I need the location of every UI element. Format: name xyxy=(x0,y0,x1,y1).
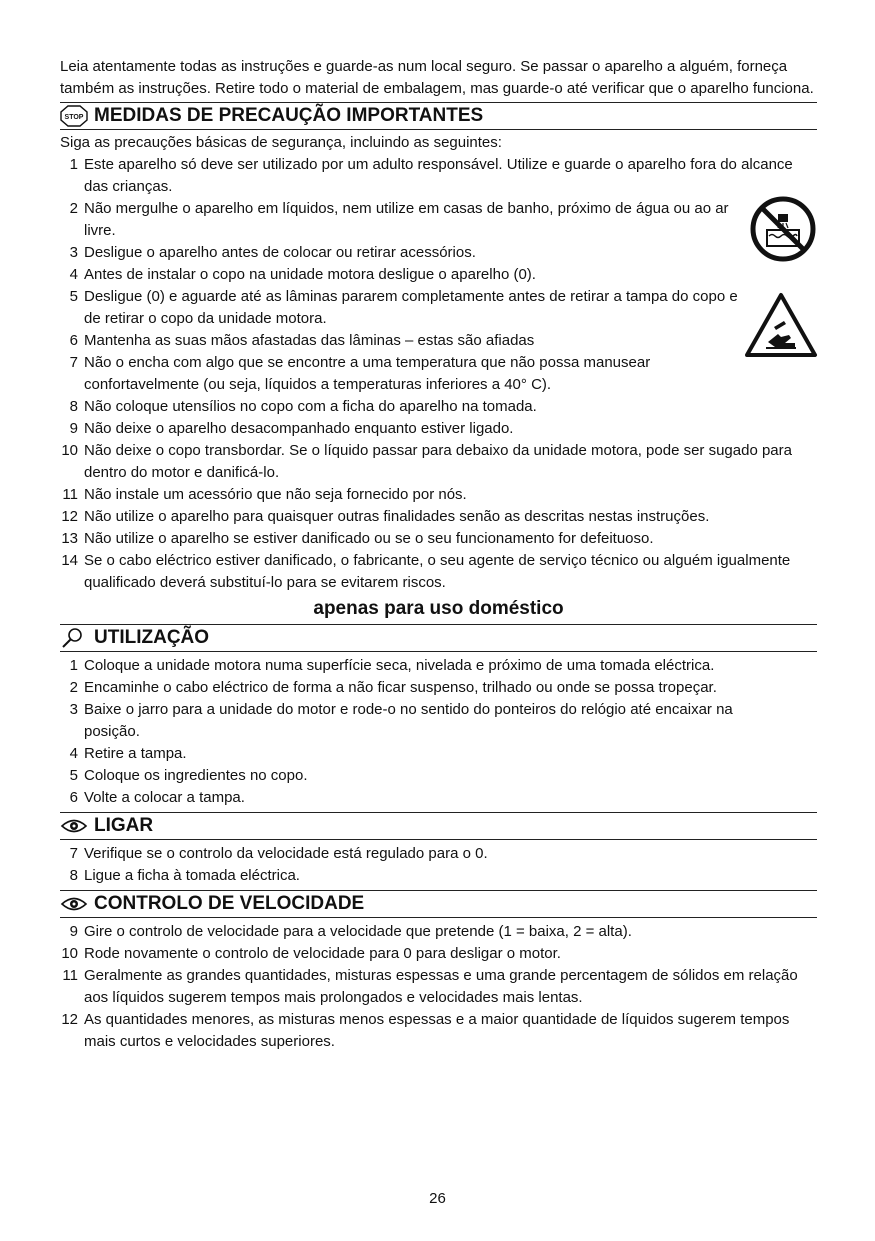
domestic-use-notice: apenas para uso doméstico xyxy=(313,598,564,619)
precautions-lead: Siga as precauções básicas de segurança, incluindo as seguintes: xyxy=(60,134,502,151)
list-item: 7 Não o encha com algo que se encontre a uma temperatura que não possa manusear confortavelmente (ou seja, líquidos a temperaturas inferiores a 40° C). xyxy=(69,354,651,393)
list-item: 11 Geralmente as grandes quantidades, misturas espessas e uma grande percentagem de sólidos em relação aos líquidos sugerem tempos mais prolongados e velocidades mais lentas. xyxy=(62,967,798,1006)
sharp-blade-warning-icon xyxy=(744,292,818,363)
speed-list xyxy=(60,921,817,1053)
manual-page xyxy=(60,56,817,1053)
list-item: 10 Rode novamente o controlo de velocidade para 0 para desligar o motor. xyxy=(61,945,561,962)
list-item: 1 Este aparelho só deve ser utilizado por um adulto responsável. Utilize e guarde o aparelho fora do alcance das crianças. xyxy=(69,156,793,195)
precautions-list xyxy=(60,154,817,594)
intro-paragraph: Leia atentamente todas as instruções e guarde-as num local seguro. Se passar o aparelho a alguém, forneça também as instruções. Retire todo o material de embalagem, mas guarde-o até verificar que o aparelho funciona. xyxy=(60,58,814,97)
list-item: 2 Encaminhe o cabo eléctrico de forma a não ficar suspenso, trilhado ou onde se possa tropeçar. xyxy=(69,679,717,696)
list-item: 2 Não mergulhe o aparelho em líquidos, nem utilize em casas de banho, próximo de água ou ao ar livre. xyxy=(69,200,729,239)
eye-icon xyxy=(60,892,90,916)
list-item: 5 Coloque os ingredientes no copo. xyxy=(69,767,308,784)
speed-control-title: CONTROLO DE VELOCIDADE xyxy=(94,893,365,914)
list-item: 6 Volte a colocar a tampa. xyxy=(69,789,245,806)
precautions-title: MEDIDAS DE PRECAUÇÃO IMPORTANTES xyxy=(94,105,484,126)
list-item: 3 Desligue o aparelho antes de colocar ou retirar acessórios. xyxy=(69,244,476,261)
list-item: 11 Não instale um acessório que não seja fornecido por nós. xyxy=(62,486,467,503)
list-item: 10 Não deixe o copo transbordar. Se o líquido passar para debaixo da unidade motora, pode ser sugado para dentro do motor e danificá-lo. xyxy=(61,442,792,481)
no-water-immersion-icon xyxy=(750,196,816,267)
usage-title: UTILIZAÇÃO xyxy=(94,627,210,648)
list-item: 12 Não utilize o aparelho para quaisquer outras finalidades senão as descritas nestas instruções. xyxy=(61,508,710,525)
list-item: 13 Não utilize o aparelho se estiver danificado ou se o seu funcionamento for defeituoso. xyxy=(61,530,654,547)
list-item: 9 Gire o controlo de velocidade para a velocidade que pretende (1 = baixa, 2 = alta). xyxy=(69,923,632,940)
power-on-header xyxy=(60,812,817,840)
speed-control-header xyxy=(60,890,817,918)
list-item: 14 Se o cabo eléctrico estiver danificado, o fabricante, o seu agente de serviço técnico ou alguém igualmente qualificado deverá substituí-lo para se evitarem riscos. xyxy=(61,552,791,591)
usage-header xyxy=(60,624,817,652)
stop-sign-icon xyxy=(60,104,90,128)
list-item: 8 Ligue a ficha à tomada eléctrica. xyxy=(69,867,300,884)
list-item: 5 Desligue (0) e aguarde até as lâminas pararem completamente antes de retirar a tampa do copo e de retirar o copo da unidade motora. xyxy=(69,288,738,327)
list-item: 6 Mantenha as suas mãos afastadas das lâminas – estas são afiadas xyxy=(69,332,535,349)
usage-list xyxy=(60,655,817,809)
precautions-header xyxy=(60,102,817,130)
magnifier-icon xyxy=(60,626,90,650)
list-item: 7 Verifique se o controlo da velocidade está regulado para o 0. xyxy=(69,845,488,862)
list-item: 1 Coloque a unidade motora numa superfície seca, nivelada e próximo de uma tomada eléctrica. xyxy=(69,657,715,674)
list-item: 9 Não deixe o aparelho desacompanhado enquanto estiver ligado. xyxy=(69,420,514,437)
list-item: 8 Não coloque utensílios no copo com a ficha do aparelho na tomada. xyxy=(69,398,537,415)
list-item: 3 Baixe o jarro para a unidade do motor e rode-o no sentido do ponteiros do relógio até encaixar na posição. xyxy=(69,701,733,740)
list-item: 4 Antes de instalar o copo na unidade motora desligue o aparelho (0). xyxy=(69,266,536,283)
list-item: 4 Retire a tampa. xyxy=(69,745,187,762)
page-number: 26 xyxy=(429,1190,446,1207)
list-item: 12 As quantidades menores, as misturas menos espessas e a maior quantidade de líquidos sugerem tempos mais curtos e velocidades superiores. xyxy=(61,1011,790,1050)
eye-icon xyxy=(60,814,90,838)
power-on-title: LIGAR xyxy=(94,815,154,836)
stop-sign-text: STOP xyxy=(64,114,84,121)
power-on-list xyxy=(60,843,817,887)
